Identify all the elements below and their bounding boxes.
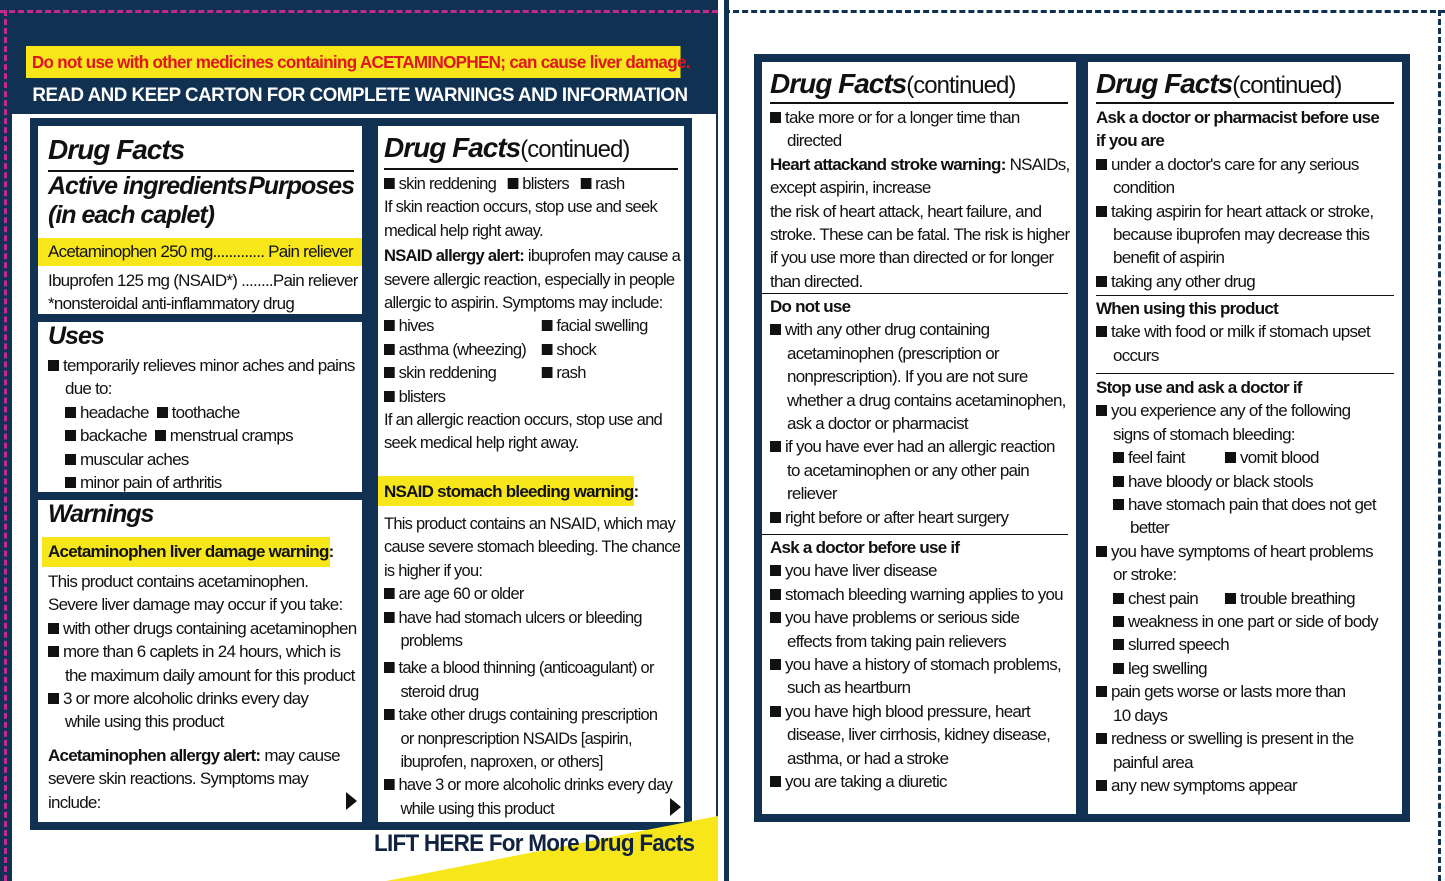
stop-line-7: or stroke: [1113,565,1177,585]
bullet-icon [155,430,166,441]
dnu-line-4: whether a drug contains acetaminophen, [787,390,1066,410]
bullet-icon [1096,733,1107,744]
panel-edge [724,0,729,881]
heart-line-3: the risk of heart attack, heart failure, and [770,201,1042,221]
bullet-icon [48,360,59,371]
bullet-icon [1096,686,1107,697]
heart-line-4: stroke. These can be fatal. The risk is higher [770,225,1070,245]
bullet-icon [384,588,395,599]
liver-warning-heading: Acetaminophen liver damage warning: [48,542,334,561]
bleed-line-1: This product contains an NSAID, which may [384,514,675,533]
dnu-line-8: reliever [787,484,837,504]
title-rule [770,102,1068,104]
ingredient-ibuprofen: Ibuprofen 125 mg (NSAID*) ........Pain reliever [48,271,358,290]
bullet-icon [1096,276,1107,287]
blisters: blisters [522,174,569,193]
ask-line-7: you have high blood pressure, heart [785,701,1030,721]
heart-line-6: than directed. [770,271,863,291]
continued-label: (continued) [520,136,630,163]
uses-arthritis: minor pain of arthritis [80,473,222,492]
bullet-icon [65,454,76,465]
bleed-line-3: is higher if you: [384,560,483,580]
right-frame [754,54,1410,822]
stop-line-3: have bloody or black stools [1128,471,1313,491]
nsaid-line-1: ibuprofen may cause a [523,246,681,266]
stop-line-13: redness or swelling is present in the [1111,729,1354,749]
left-carton-panel [0,0,718,881]
bullet-icon [1113,616,1124,627]
bullet-icon [384,391,395,402]
bullet-icon [1096,780,1107,791]
stop-line-11: pain gets worse or lasts more than [1111,682,1346,702]
bullet-icon [770,706,781,717]
bullet-icon [770,612,781,623]
ask-doctor-heading: Ask a doctor before use if [770,538,960,557]
warnings-title: Warnings [48,500,154,528]
shock: shock [556,339,597,359]
hives: hives [398,316,434,336]
bullet-icon [770,112,781,123]
do-not-use-heading: Do not use [770,297,851,316]
uses-toothache: toothache [171,402,240,422]
continue-arrow-icon [670,798,681,816]
uses-line-2: due to: [65,379,112,399]
pharm-line-5: benefit of aspirin [1113,248,1225,268]
bullet-icon [384,178,395,189]
bleed-line-4: are age 60 or older [398,584,524,604]
bleed-line-2: cause severe stomach bleeding. The chance [384,537,681,557]
bullet-icon [1113,499,1124,510]
bullet-icon [1113,476,1124,487]
bleed-line-8: steroid drug [400,681,479,701]
col1-frame [30,118,370,830]
purposes-heading: Purposes [248,172,354,200]
uses-headache: headache [80,402,149,422]
ask-line-2: stomach bleeding warning applies to you [785,584,1063,604]
bleeding-warning-heading: NSAID stomach bleeding warning: [384,482,639,501]
asthma: asthma (wheezing) [398,339,527,359]
bullet-icon [1225,593,1236,604]
uses-box [38,322,362,492]
bleed-line-12: have 3 or more alcoholic drinks every day [398,775,673,795]
trouble-breathing: trouble breathing [1240,588,1355,608]
stop-use-heading: Stop use and ask a doctor if [1096,378,1302,397]
ask-line-4: effects from taking pain relievers [787,631,1006,651]
liver-line-2: Severe liver damage may occur if you take: [48,595,343,615]
nsaid-footnote: *nonsteroidal anti-inflammatory drug [48,294,295,313]
dnu-line-6: if you have ever had an allergic reaction [785,437,1055,457]
nsaid-allergy-heading: NSAID allergy alert: [384,246,524,266]
bullet-icon [65,407,76,418]
when-using-heading: When using this product [1096,299,1279,318]
liver-line-1: This product contains acetaminophen. [48,572,309,591]
bullet-icon [384,367,395,378]
bullet-icon [1113,639,1124,650]
warnings-box [38,500,362,822]
bullet-icon [65,477,76,488]
cut-line-left [4,10,7,881]
continued-label: (continued) [906,72,1016,99]
bleed-line-10: or nonprescription NSAIDs [aspirin, [400,728,632,748]
section-rule [1096,295,1394,296]
bullet-icon [1096,326,1107,337]
bullet-icon [770,565,781,576]
bullet-icon [770,441,781,452]
when-line-2: occurs [1113,345,1159,365]
chest-pain: chest pain [1128,588,1198,608]
title-rule [1096,102,1394,104]
liver-line-5: the maximum daily amount for this product [65,665,355,685]
title-rule [384,168,678,170]
in-each-caplet: (in each caplet) [48,201,214,229]
uses-muscular-aches: muscular aches [80,449,189,469]
drug-facts-title: Drug Facts [384,132,521,163]
col4-box [1088,62,1402,814]
pharm-line-4: because ibuprofen may decrease this [1113,225,1370,245]
bullet-icon [384,344,395,355]
liver-line-6: 3 or more alcoholic drinks every day [63,689,309,709]
bleed-line-9: take other drugs containing prescription [398,705,658,725]
heart-line-2: except aspirin, increase [770,178,931,198]
section-rule [762,534,1068,535]
heart-line-1: NSAIDs, [1005,154,1070,174]
allergy-line-1: may cause [260,745,340,765]
bullet-icon [1113,593,1124,604]
bullet-icon [1096,405,1107,416]
uses-backache: backache [80,426,147,446]
ask-line-5: you have a history of stomach problems, [785,655,1061,675]
col3-line-2: directed [787,131,842,151]
allergic-reaction-line-1: If an allergic reaction occurs, stop use and [384,410,663,430]
bullet-icon [65,430,76,441]
bullet-icon [508,178,519,189]
continue-arrow-icon [346,792,357,810]
ask-pharmacist-heading-1: Ask a doctor or pharmacist before use [1096,108,1380,127]
bullet-icon [1113,663,1124,674]
heart-warning-heading: Heart attackand stroke warning: [770,154,1006,174]
rash-2: rash [556,363,586,383]
bullet-icon [581,178,592,189]
pharm-line-3: taking aspirin for heart attack or stroke, [1111,201,1374,221]
feel-faint: feel faint [1128,448,1185,468]
bullet-icon [1113,452,1124,463]
heart-line-5: if you use more than directed or for longer [770,248,1054,268]
bullet-icon [770,659,781,670]
ask-line-1: you have liver disease [785,561,937,581]
liver-line-3: with other drugs containing acetaminophen [63,618,357,638]
stop-line-12: 10 days [1113,705,1168,725]
dnu-line-1: with any other drug containing [785,320,990,340]
right-carton-panel [724,0,1445,881]
ask-pharmacist-heading-2: if you are [1096,131,1165,151]
vomit-blood: vomit blood [1240,448,1319,468]
pharm-line-1: under a doctor's care for any serious [1111,154,1359,174]
ask-line-3: you have problems or serious side [785,608,1020,628]
uses-line-1: temporarily relieves minor aches and pains [63,356,355,375]
dnu-line-3: nonprescription). If you are not sure [787,367,1028,387]
when-line-1: take with food or milk if stomach upset [1111,322,1370,342]
bullet-icon [542,367,553,378]
uses-title: Uses [48,322,104,350]
bullet-icon [770,589,781,600]
section-rule [762,293,1068,294]
rash: rash [595,174,625,193]
skin-reddening: skin reddening [398,174,497,193]
bleed-line-7: take a blood thinning (anticoagulant) or [398,658,654,678]
drug-facts-title: Drug Facts [1096,68,1233,99]
bullet-icon [48,623,59,634]
dnu-line-2: acetaminophen (prescription or [787,343,999,363]
stop-line-1: you experience any of the following [1111,401,1351,421]
drug-facts-title: Drug Facts [770,68,907,99]
ask-line-9: asthma, or had a stroke [787,748,949,768]
section-rule [1096,373,1394,374]
bleed-line-13: while using this product [400,798,554,818]
stop-line-9: slurred speech [1128,635,1230,655]
bullet-icon [1096,159,1107,170]
stop-line-15: any new symptoms appear [1111,775,1297,795]
uses-menstrual-cramps: menstrual cramps [169,426,293,446]
liver-line-7: while using this product [65,712,224,732]
stop-line-2: signs of stomach bleeding: [1113,424,1295,444]
drug-facts-title: Drug Facts [48,134,185,165]
bullet-icon [384,612,395,623]
read-keep-notice: READ AND KEEP CARTON FOR COMPLETE WARNINGS AND INFORMATION [32,85,688,106]
bleed-line-11: ibuprofen, naproxen, or others] [400,752,603,772]
ask-line-6: such as heartburn [787,678,911,698]
stop-line-4: have stomach pain that does not get [1128,495,1376,515]
active-ingredients-box [38,126,362,314]
ask-line-10: you are taking a diuretic [785,772,947,792]
dnu-line-9: right before or after heart surgery [785,507,1009,527]
bullet-icon [770,776,781,787]
skin-reaction-line-1: If skin reaction occurs, stop use and seek [384,197,658,217]
allergy-line-3: include: [48,792,101,812]
bullet-icon [1096,206,1107,217]
pharm-line-6: taking any other drug [1111,271,1255,291]
col3-line-1: take more or for a longer time than [785,108,1020,127]
bullet-icon [157,407,168,418]
skin-reaction-line-2: medical help right away. [384,220,543,240]
liver-warning-banner: Do not use with other medicines containing ACETAMINOPHEN; can cause liver damage. [26,46,681,78]
dnu-line-7: to acetaminophen or any other pain [787,460,1029,480]
bullet-icon [542,344,553,355]
bullet-icon [384,709,395,720]
bleed-line-5: have had stomach ulcers or bleeding [398,607,642,627]
bullet-icon [48,693,59,704]
continued-label: (continued) [1232,72,1342,99]
cut-line-right [1438,10,1441,881]
active-ingredients-heading: Active ingredients [48,172,247,200]
bullet-icon [542,320,553,331]
bullet-icon [384,662,395,673]
col2-box [378,126,684,822]
cut-line-top [0,10,718,13]
blisters-2: blisters [398,386,446,406]
cut-line-top [724,10,1445,13]
bullet-icon [48,646,59,657]
allergy-line-2: severe skin reactions. Symptoms may [48,769,309,789]
nsaid-line-2: severe allergic reaction, especially in people [384,269,675,289]
stop-line-6: you have symptoms of heart problems [1111,541,1373,561]
allergic-reaction-line-2: seek medical help right away. [384,433,579,453]
ask-line-8: disease, liver cirrhosis, kidney disease, [787,725,1051,745]
bullet-icon [1096,546,1107,557]
nsaid-line-3: allergic to aspirin. Symptoms may include: [384,293,663,313]
bleed-line-6: problems [400,631,463,651]
bullet-icon [384,779,395,790]
liver-line-4: more than 6 caplets in 24 hours, which is [63,642,341,662]
col3-box [762,62,1076,814]
pharm-line-2: condition [1113,178,1175,198]
stop-line-10: leg swelling [1128,658,1207,678]
ingredient-acetaminophen: Acetaminophen 250 mg............. Pain reliever [48,242,353,261]
allergy-heading: Acetaminophen allergy alert: [48,745,261,765]
bullet-icon [1225,452,1236,463]
skin-reddening-2: skin reddening [398,363,497,383]
stop-line-5: better [1130,518,1169,538]
col2-frame [370,118,692,830]
bullet-icon [770,512,781,523]
stop-line-14: painful area [1113,752,1193,772]
bullet-icon [384,320,395,331]
bullet-icon [770,324,781,335]
lift-here-label[interactable]: LIFT HERE For More Drug Facts [374,830,695,857]
facial-swelling: facial swelling [556,316,648,336]
stop-line-8: weakness in one part or side of body [1128,612,1378,632]
dnu-line-5: ask a doctor or pharmacist [787,414,968,434]
